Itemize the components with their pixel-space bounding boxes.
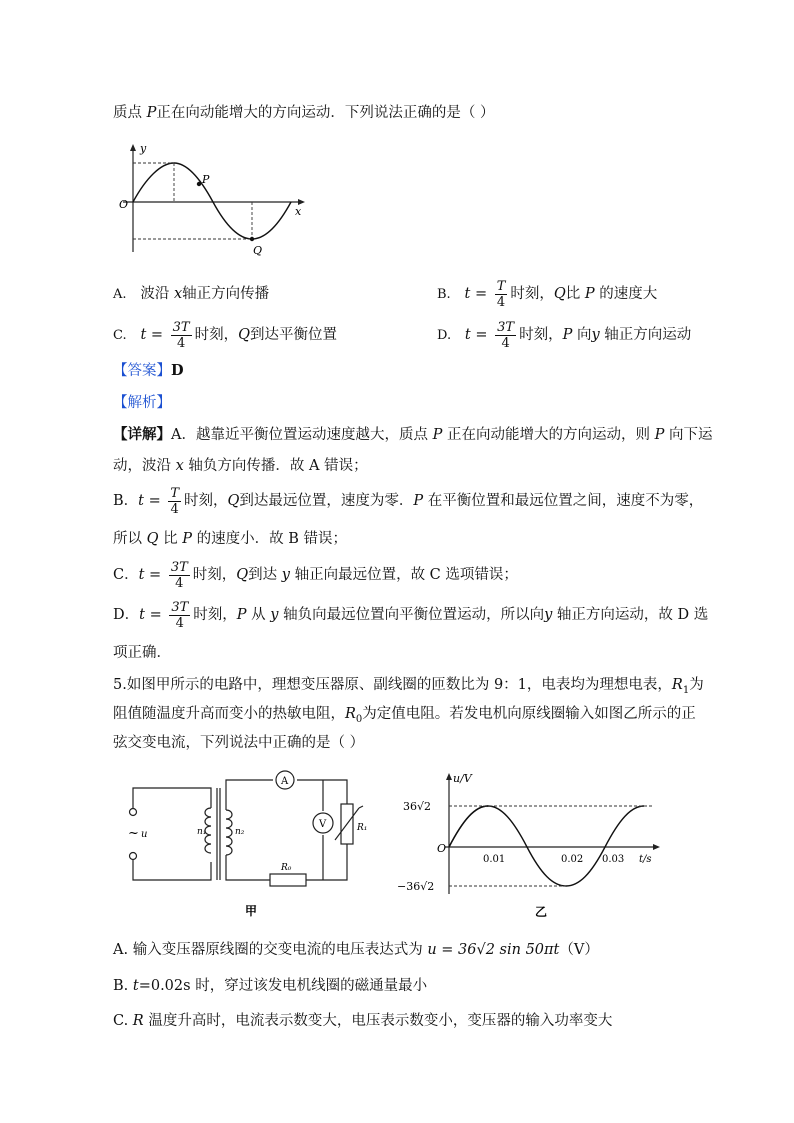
option-a bbox=[113, 284, 269, 305]
detail-line-1 bbox=[113, 425, 712, 445]
q5-text: 为 bbox=[689, 677, 704, 693]
frac-den: 4 bbox=[170, 501, 179, 517]
option-text: 到达平衡位置 bbox=[250, 327, 337, 343]
option-letter: A. bbox=[113, 287, 127, 302]
var-t: t bbox=[138, 567, 145, 583]
frac-den: 4 bbox=[175, 615, 184, 631]
n2-label: n₂ bbox=[235, 827, 245, 837]
frac-num: T bbox=[170, 485, 180, 501]
tick-002: 0.02 bbox=[561, 854, 584, 865]
option-letter: B. bbox=[437, 287, 451, 302]
detail-text: 轴正方向运动，故 D 选 bbox=[552, 607, 709, 623]
q5-text: 阻值随温度升高而变小的热敏电阻， bbox=[113, 706, 345, 722]
subscript: 0 bbox=[355, 713, 363, 725]
option-letter: D. bbox=[437, 328, 452, 343]
origin-label: O bbox=[119, 198, 129, 211]
equals: = bbox=[470, 327, 493, 343]
fraction bbox=[171, 320, 192, 351]
var-p: P bbox=[654, 427, 665, 443]
detail-text: 时刻， bbox=[192, 567, 237, 583]
r0-label: R₀ bbox=[281, 863, 292, 873]
detail-text: 比 bbox=[158, 531, 183, 547]
detail-text: A．越靠近平衡位置运动速度越大，质点 bbox=[171, 427, 433, 443]
axis-t-label: t/s bbox=[639, 854, 652, 865]
q5-text: 5.如图甲所示的电路中，理想变压器原、副线圈的匝数比为 9：1，电表均为理想电表， bbox=[113, 677, 672, 693]
var-t: t bbox=[140, 327, 147, 343]
option-text: 时刻， bbox=[510, 286, 554, 302]
var-t: t bbox=[464, 327, 471, 343]
p-label: P bbox=[202, 173, 210, 186]
q5-text: 为定值电阻。若发电机向原线圈输入如图乙所示的正 bbox=[362, 706, 696, 722]
var-p: P bbox=[413, 493, 424, 509]
frac-num: 3T bbox=[172, 319, 190, 335]
option-text: （V） bbox=[559, 942, 599, 958]
point-q bbox=[250, 237, 254, 241]
tick-001: 0.01 bbox=[483, 854, 506, 865]
wave-graph bbox=[113, 140, 313, 258]
option-text: 温度升高时，电流表示数变大，电压表示数变小，变压器的输入功率变大 bbox=[143, 1013, 613, 1029]
detail-text: 从 bbox=[246, 607, 271, 623]
option-text: 轴正方向运动 bbox=[599, 327, 692, 343]
option-text: 比 bbox=[565, 286, 585, 302]
detail-b-line bbox=[113, 482, 703, 520]
option-text: =0.02s 时，穿过该发电机线圈的磁通量最小 bbox=[138, 978, 428, 994]
stem-text: 正在向动能增大的方向运动．下列说法正确的是（ ） bbox=[156, 105, 495, 121]
detail-text: 所以 bbox=[113, 531, 147, 547]
analysis-tag-line bbox=[113, 393, 171, 413]
fraction bbox=[495, 320, 516, 351]
detail-text: 到达 bbox=[248, 567, 282, 583]
var-t: t bbox=[139, 607, 145, 623]
detail-letter: C． bbox=[113, 567, 139, 583]
option-text: 向 bbox=[572, 327, 592, 343]
fraction bbox=[169, 600, 190, 631]
var-q: Q bbox=[236, 567, 249, 583]
var-q: Q bbox=[553, 286, 566, 302]
q4-stem bbox=[113, 103, 494, 123]
var-r: R bbox=[671, 677, 683, 693]
detail-line-2 bbox=[113, 456, 368, 476]
answer-value: D bbox=[171, 362, 184, 379]
expression: u = 36√2 sin 50πt bbox=[427, 942, 560, 958]
origin-label: O bbox=[437, 842, 447, 855]
detail-b-line-2 bbox=[113, 529, 347, 549]
option-letter: C. bbox=[113, 328, 127, 343]
option-text: 时刻， bbox=[194, 327, 239, 343]
frac-den: 4 bbox=[175, 575, 184, 591]
detail-text: 正在向动能增大的方向运动，则 bbox=[442, 427, 655, 443]
n1-label: n₁ bbox=[197, 827, 207, 837]
caption-yi: 乙 bbox=[535, 905, 548, 919]
var-q: Q bbox=[227, 493, 240, 509]
axis-x-label: x bbox=[295, 205, 302, 218]
option-text: 的速度大 bbox=[594, 286, 658, 302]
equals: = bbox=[144, 567, 166, 583]
r1-label: R₁ bbox=[357, 823, 368, 833]
u-label: u bbox=[141, 829, 148, 840]
option-text: 轴正方向传播 bbox=[182, 286, 270, 302]
detail-text: 项正确． bbox=[113, 645, 171, 661]
detail-text: 时刻， bbox=[184, 493, 228, 509]
tick-top: 36√2 bbox=[403, 800, 432, 813]
var-t: t bbox=[132, 978, 139, 994]
tick-bottom: −36√2 bbox=[397, 880, 435, 893]
option-text: B. bbox=[113, 978, 133, 994]
option-b bbox=[437, 275, 657, 314]
subscript: 1 bbox=[682, 684, 690, 696]
q5-line-1 bbox=[113, 675, 704, 701]
option-text: 波沿 bbox=[140, 286, 174, 302]
point-p bbox=[197, 182, 201, 186]
frac-num: 3T bbox=[170, 559, 188, 575]
fraction bbox=[168, 486, 181, 517]
equals: = bbox=[144, 607, 167, 623]
detail-text: 轴负向最远位置向平衡位置运动，所以向 bbox=[278, 607, 545, 623]
detail-text: 到达最远位置，速度为零． bbox=[239, 493, 414, 509]
detail-letter: D． bbox=[113, 607, 140, 623]
detail-text: 轴负方向传播．故 A 错误； bbox=[183, 458, 368, 474]
q5-line-3 bbox=[113, 733, 364, 753]
var-y: y bbox=[270, 607, 279, 623]
frac-den: 4 bbox=[501, 335, 510, 351]
var-r: R bbox=[132, 1013, 144, 1029]
voltmeter-label: V bbox=[319, 819, 327, 830]
equals: = bbox=[143, 493, 166, 509]
detail-tag: 【详解】 bbox=[113, 426, 171, 443]
var-p: P bbox=[562, 327, 573, 343]
frac-num: 3T bbox=[497, 319, 515, 335]
detail-d-line-2 bbox=[113, 643, 171, 663]
var-y: y bbox=[591, 327, 600, 343]
sine-graph bbox=[395, 768, 675, 922]
var-y: y bbox=[544, 607, 553, 623]
var-p: P bbox=[182, 531, 192, 547]
q-label: Q bbox=[253, 244, 263, 257]
caption-jia: 甲 bbox=[245, 904, 258, 918]
detail-letter: B． bbox=[113, 493, 139, 509]
q5-option-c bbox=[113, 1011, 612, 1031]
var-x: x bbox=[175, 458, 184, 474]
equals: = bbox=[470, 286, 492, 302]
q5-line-2 bbox=[113, 704, 696, 730]
ac-symbol: ~ bbox=[128, 826, 139, 841]
var-p: P bbox=[236, 607, 247, 623]
var-t: t bbox=[464, 286, 471, 302]
analysis-tag: 【解析】 bbox=[113, 395, 171, 411]
var-q: Q bbox=[238, 327, 250, 343]
var-p: P bbox=[432, 427, 443, 443]
detail-text: 轴正向最远位置，故 C 选项错误； bbox=[289, 567, 518, 583]
stem-text: 质点 bbox=[113, 105, 147, 121]
fraction bbox=[169, 560, 190, 591]
var-y: y bbox=[281, 567, 290, 583]
var-x: x bbox=[173, 286, 183, 302]
detail-d-line bbox=[113, 596, 708, 634]
detail-text: 在平衡位置和最远位置之间，速度不为零， bbox=[423, 493, 704, 509]
axis-y-label: y bbox=[140, 142, 147, 155]
q5-option-b bbox=[113, 976, 427, 996]
detail-c-line bbox=[113, 556, 518, 594]
q5-option-a bbox=[113, 940, 599, 960]
axis-u-label: u/V bbox=[453, 772, 472, 785]
detail-text: 动，波沿 bbox=[113, 458, 176, 474]
tick-003: 0.03 bbox=[602, 854, 625, 865]
detail-text: 向下运 bbox=[664, 427, 713, 443]
var-t: t bbox=[138, 493, 144, 509]
var-r: R bbox=[345, 706, 356, 722]
answer-tag: 【答案】 bbox=[113, 363, 171, 379]
ammeter-label: A bbox=[281, 776, 289, 787]
option-text: A. 输入变压器原线圈的交变电流的电压表达式为 bbox=[113, 942, 428, 958]
option-text: C. bbox=[113, 1013, 133, 1029]
option-c bbox=[113, 316, 337, 355]
detail-text: 的速度小．故 B 错误； bbox=[191, 531, 347, 547]
answer-line bbox=[113, 361, 184, 381]
frac-den: 4 bbox=[496, 294, 506, 310]
var-q: Q bbox=[146, 531, 159, 547]
option-d bbox=[437, 316, 691, 355]
detail-text: 时刻， bbox=[193, 607, 237, 623]
equals: = bbox=[146, 327, 168, 343]
fraction bbox=[495, 279, 508, 310]
circuit-diagram bbox=[113, 770, 373, 920]
frac-num: 3T bbox=[171, 599, 189, 615]
q5-text: 弦交变电流，下列说法中正确的是（ ） bbox=[113, 735, 365, 751]
var-p: P bbox=[584, 286, 595, 302]
frac-den: 4 bbox=[176, 335, 186, 351]
option-text: 时刻， bbox=[519, 327, 563, 343]
frac-num: T bbox=[496, 278, 506, 294]
var-p: P bbox=[146, 105, 157, 121]
